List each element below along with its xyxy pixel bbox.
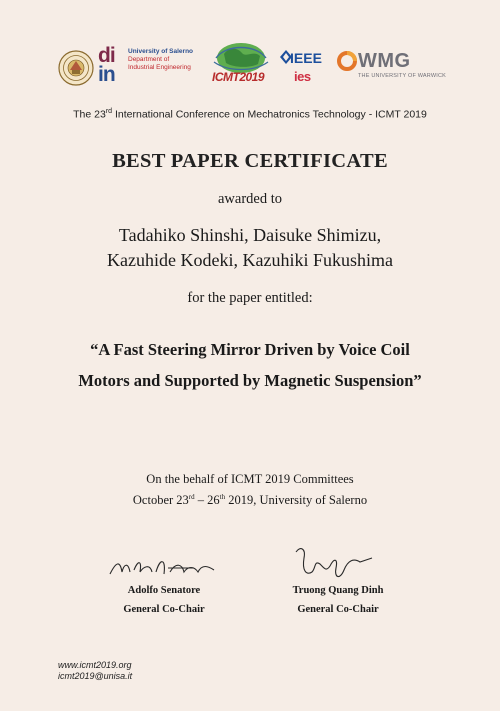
wmg-wordmark: WMG xyxy=(358,50,411,72)
recipient-names-line-1: Tadahiko Shinshi, Daisuke Shimizu, xyxy=(118,225,382,245)
contact-info xyxy=(58,660,132,682)
wmg-warwick-logo xyxy=(336,48,450,92)
signatory-left-role: General Co-Chair xyxy=(123,604,205,615)
email-text: icmt2019@unisa.it xyxy=(58,671,133,681)
signature-right xyxy=(236,544,436,584)
ieee-wordmark: IEEE xyxy=(290,50,322,66)
logo-bar xyxy=(58,40,448,96)
conference-line: The 23rd International Conference on Mechatronics Technology - ICMT 2019 xyxy=(73,108,427,121)
icmt2019-logo xyxy=(208,40,274,90)
diin-mark: di in xyxy=(98,44,115,86)
recipient-names-line-2: Kazuhide Kodeki, Kazuhiki Fukushima xyxy=(107,250,393,270)
ieee-ies-logo xyxy=(280,46,332,90)
paper-title-line-1: “A Fast Steering Mirror Driven by Voice Coil xyxy=(90,340,410,359)
signatory-right-name: Truong Quang Dinh xyxy=(292,585,384,596)
awarded-to-text: awarded to xyxy=(217,191,282,207)
diin-department-logo xyxy=(98,46,218,90)
diin-text: University of Salerno Department of Industrial Engineering xyxy=(128,48,194,71)
committee-behalf-text: On the behalf of ICMT 2019 Committees xyxy=(146,472,354,486)
ies-wordmark: ies xyxy=(294,69,311,84)
signature-left xyxy=(64,552,264,582)
signatory-left-name: Adolfo Senatore xyxy=(127,585,201,596)
university-seal-logo xyxy=(58,50,94,86)
icmt-wordmark: ICMT2019 xyxy=(212,70,265,84)
event-date-line: October 23rd – 26th 2019, University of Salerno xyxy=(132,493,368,508)
signatory-right-role: General Co-Chair xyxy=(297,604,379,615)
certificate-title: BEST PAPER CERTIFICATE xyxy=(112,150,388,172)
paper-title-line-2: Motors and Supported by Magnetic Suspension” xyxy=(78,371,422,390)
warwick-subtitle: THE UNIVERSITY OF WARWICK xyxy=(358,73,447,79)
for-paper-text: for the paper entitled: xyxy=(187,290,313,306)
website-text: www.icmt2019.org xyxy=(58,660,132,670)
